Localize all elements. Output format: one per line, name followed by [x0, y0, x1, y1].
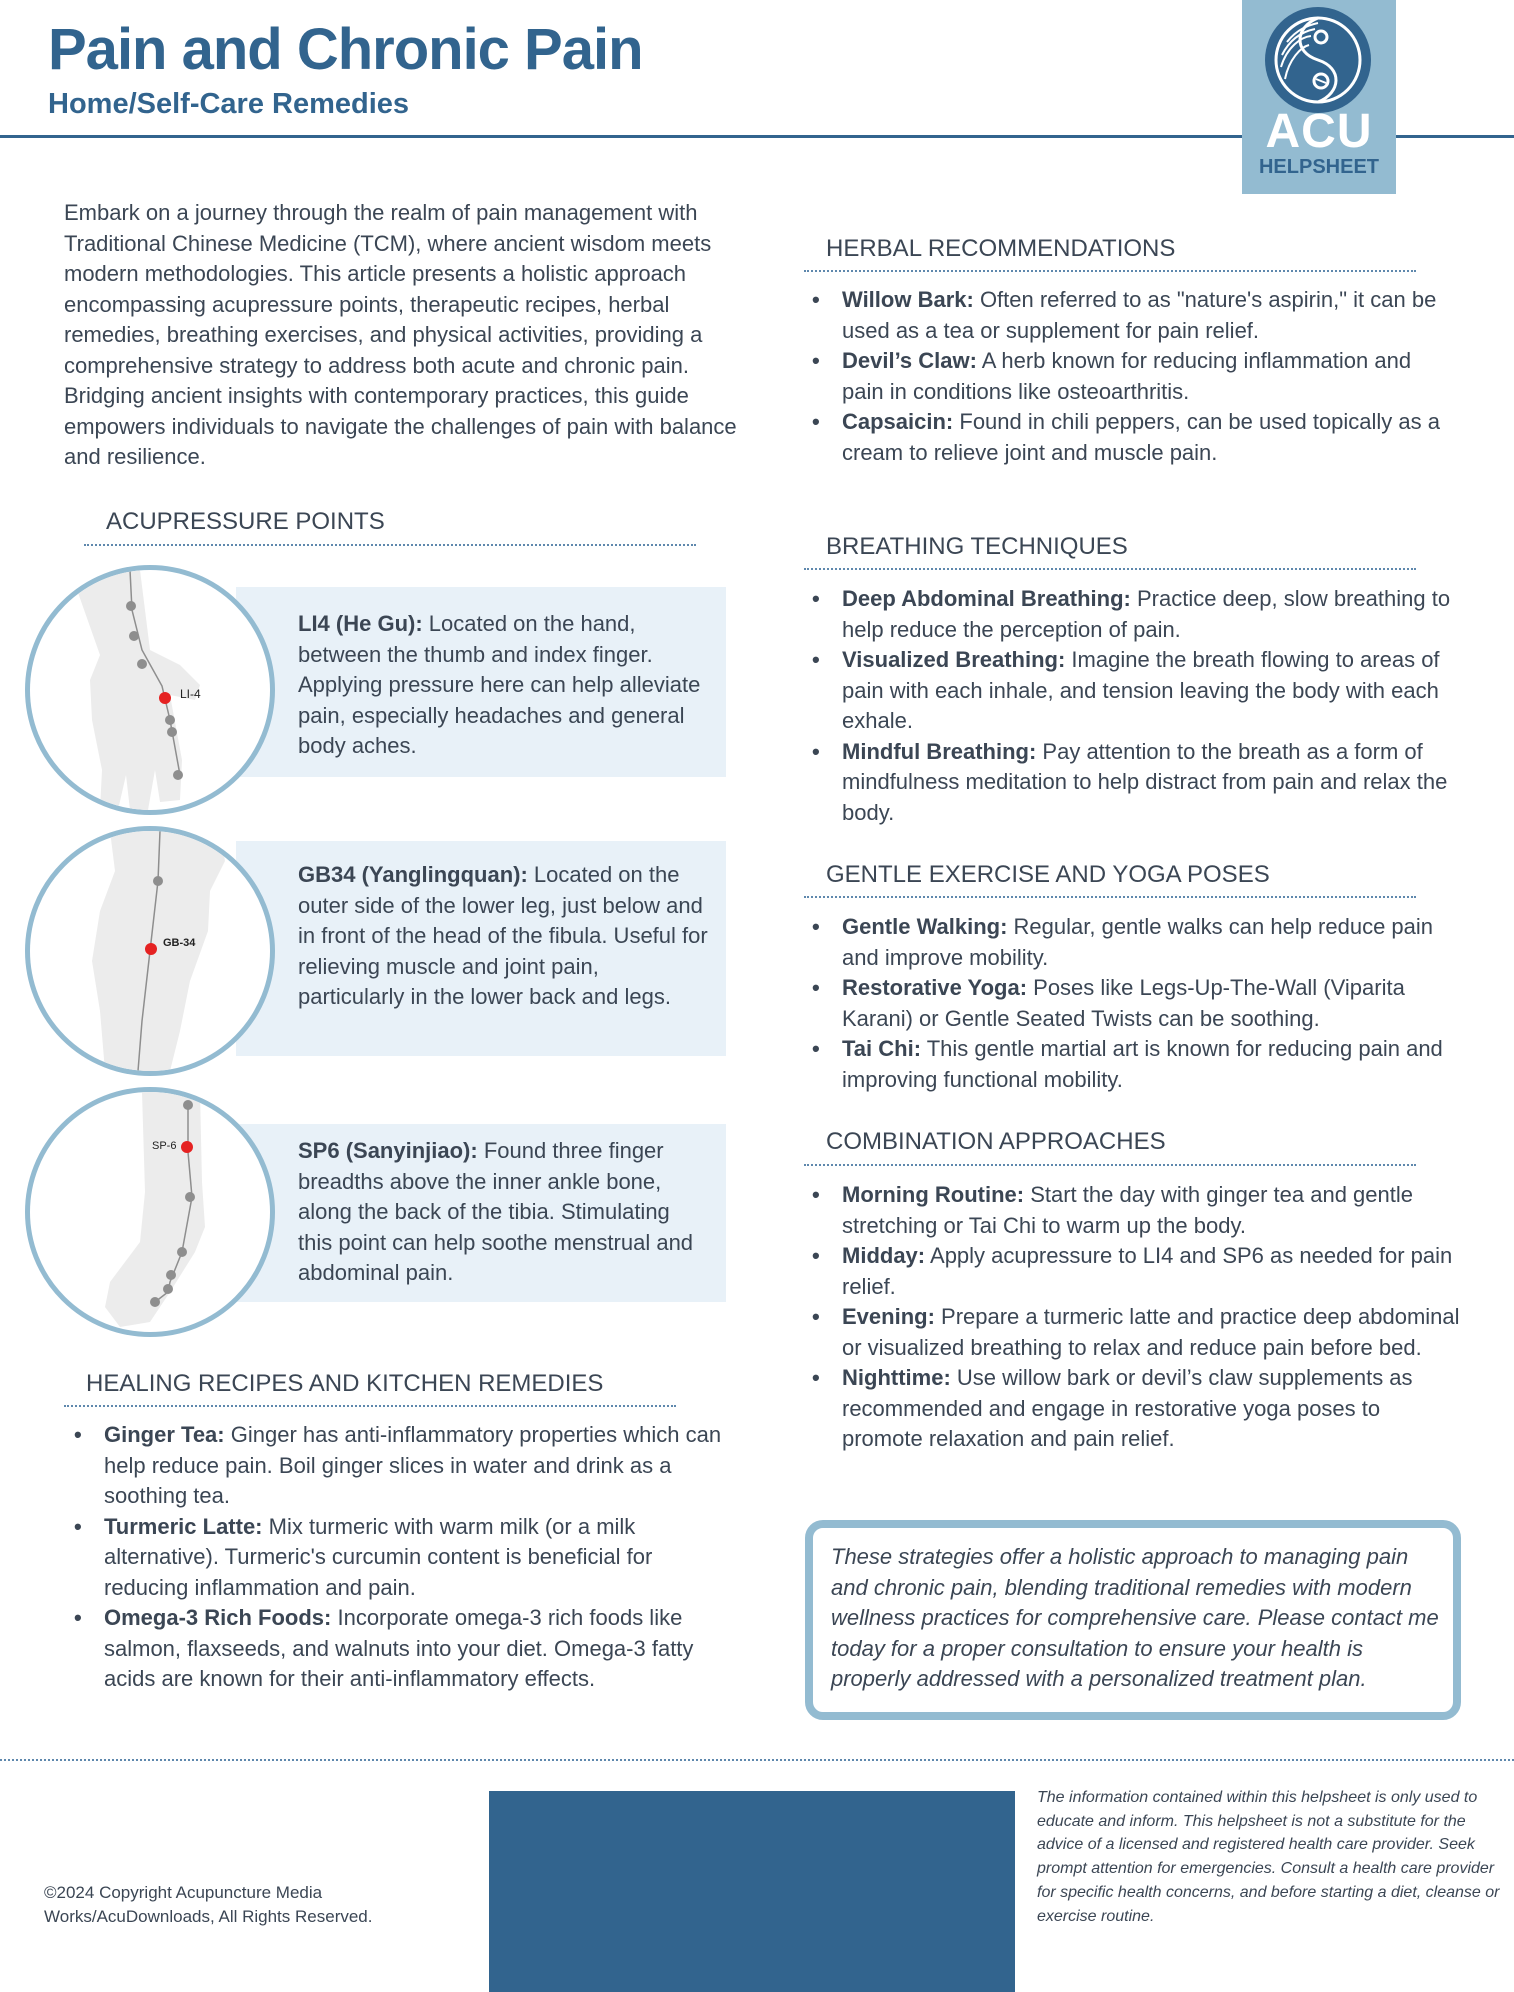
list-item: [812, 1034, 1462, 1095]
item-text: Mix turmeric with warm milk (or a milk alternative). Turmeric's curcumin content is beneficial for reducing inflammation and pain.: [104, 1513, 653, 1600]
item-name: Ginger Tea:: [104, 1422, 225, 1447]
item-text: Practice deep, slow breathing to help reduce the perception of pain.: [842, 586, 1451, 642]
item-name: Turmeric Latte:: [104, 1513, 263, 1539]
acupoint-name: GB34 (Yanglingquan):: [298, 862, 528, 887]
section-heading-combination: COMBINATION APPROACHES: [826, 1128, 1166, 1155]
item-name: Deep Abdominal Breathing:: [842, 586, 1131, 611]
item-text: Apply acupressure to LI4 and SP6 as needed for pain relief.: [842, 1243, 1453, 1299]
acu-helpsheet-logo: [1242, 0, 1396, 194]
item-name: Willow Bark:: [842, 287, 974, 312]
list-item: [812, 1180, 1462, 1241]
item-text: Use willow bark or devil’s claw supplements as recommended and engage in restorative yoga poses to promote relaxation and pain relief.: [842, 1365, 1413, 1451]
item-text: Poses like Legs-Up-The-Wall (Viparita Karani) or Gentle Seated Twists can be soothing.: [842, 975, 1405, 1031]
gb34-point-marker: [145, 943, 157, 955]
acupoint-description: [298, 609, 708, 762]
item-text: This gentle martial art is known for reducing pain and improving functional mobility.: [842, 1036, 1443, 1092]
item-text: Regular, gentle walks can help reduce pain and improve mobility.: [842, 914, 1434, 970]
acupoint-label: SP-6: [152, 1140, 177, 1152]
item-name: Capsaicin:: [842, 409, 954, 434]
list-item: [812, 1363, 1462, 1455]
list-item: [74, 1603, 734, 1695]
list-item: [812, 1241, 1462, 1302]
herbal-list: [812, 285, 1452, 468]
item-name: Devil’s Claw:: [842, 348, 977, 373]
section-heading-recipes: HEALING RECIPES AND KITCHEN REMEDIES: [86, 1370, 604, 1397]
item-name: Visualized Breathing:: [842, 647, 1066, 672]
closing-callout: [805, 1520, 1461, 1720]
item-name: Omega-3 Rich Foods:: [104, 1605, 332, 1630]
item-name: Morning Routine:: [842, 1182, 1025, 1207]
list-item: [74, 1512, 734, 1604]
acupoint-illustration-foot: [25, 1087, 275, 1337]
item-name: Tai Chi:: [842, 1036, 922, 1061]
section-divider: [804, 896, 1416, 898]
page-subtitle: Home/Self-Care Remedies: [48, 88, 410, 120]
section-heading-breathing: BREATHING TECHNIQUES: [826, 533, 1128, 560]
list-item: [812, 285, 1452, 346]
acupoint-illustration-leg: [25, 826, 275, 1076]
section-divider: [64, 1405, 676, 1407]
disclaimer-text: The information contained within this helpsheet is only used to educate and inform. This helpsheet is not a substitute for the advice of a licensed and registered health care provider. Seek prompt attention for emergencies. Consult a health care provider for specific health concerns, and before starting a diet, cleanse or exercise routine.: [1037, 1789, 1500, 1925]
item-text: Pay attention to the breath as a form of mindfulness meditation to help distract from pain and relax the body.: [842, 738, 1448, 825]
item-text: Imagine the breath flowing to areas of pain with each inhale, and tension leaving the body with each exhale.: [842, 647, 1440, 733]
item-text: Ginger has anti-inflammatory properties which can help reduce pain. Boil ginger slices in water and drink as a soothing tea.: [104, 1422, 722, 1508]
footer-color-block: [489, 1791, 1015, 1992]
logo-subtext: HELPSHEET: [1258, 156, 1380, 178]
recipes-list: [74, 1420, 734, 1695]
acupoint-text: Located on the hand, between the thumb and index finger. Applying pressure here can help alleviate pain, especially headaches and general body aches.: [298, 611, 701, 758]
item-name: Mindful Breathing:: [842, 738, 1037, 764]
item-name: Gentle Walking:: [842, 914, 1008, 939]
yin-yang-icon: [1265, 7, 1371, 113]
item-name: Restorative Yoga:: [842, 975, 1028, 1000]
list-item: [812, 407, 1452, 468]
acupoint-text: Located on the outer side of the lower leg, just below and in front of the head of the fibula. Useful for relieving muscle and joint pain, particularly in the lower back and legs.: [298, 862, 708, 1009]
item-name: Nighttime:: [842, 1365, 951, 1390]
list-item: [812, 346, 1452, 407]
intro-paragraph: Embark on a journey through the realm of pain management with Traditional Chinese Medicine (TCM), where ancient wisdom meets modern methodologies. This article presents a holistic approach encompassing acupressure points, therapeutic recipes, herbal remedies, breathing exercises, and physical activities, providing a comprehensive strategy to address both acute and chronic pain. Bridging ancient insights with contemporary practices, this guide empowers individuals to navigate the challenges of pain with balance and resilience.: [64, 200, 737, 469]
closing-text: These strategies offer a holistic approach to managing pain and chronic pain, blending traditional remedies with modern wellness practices for comprehensive care. Please contact me today for a proper consultation to ensure your health is properly addressed with a personalized treatment plan.: [831, 1544, 1439, 1691]
sp6-point-marker: [181, 1141, 193, 1153]
section-divider: [804, 1164, 1416, 1166]
page-title: Pain and Chronic Pain: [48, 17, 643, 82]
acupoint-label: LI-4: [180, 687, 201, 701]
section-heading-herbal: HERBAL RECOMMENDATIONS: [826, 235, 1176, 262]
breathing-list: [812, 584, 1452, 828]
acupoint-name: SP6 (Sanyinjiao):: [298, 1138, 478, 1163]
list-item: [74, 1420, 734, 1512]
acupoint-label: GB-34: [163, 937, 196, 949]
copyright-text: ©2024 Copyright Acupuncture Media Works/AcuDownloads, All Rights Reserved.: [44, 1883, 373, 1926]
li4-point-marker: [159, 692, 171, 704]
item-name: Evening:: [842, 1304, 935, 1329]
section-divider: [84, 544, 696, 546]
section-divider: [804, 270, 1416, 272]
section-heading-exercise: GENTLE EXERCISE AND YOGA POSES: [826, 861, 1270, 888]
acupoint-description: [298, 860, 708, 1013]
acupoint-illustration-hand: [25, 565, 275, 815]
acupoint-description: [298, 1136, 708, 1289]
item-text: Prepare a turmeric latte and practice deep abdominal or visualized breathing to relax and reduce pain before bed.: [842, 1304, 1460, 1360]
acupoint-text: Found three finger breadths above the inner ankle bone, along the back of the tibia. Stimulating this point can help soothe menstrual and abdominal pain.: [298, 1138, 694, 1285]
list-item: [812, 973, 1462, 1034]
list-item: [812, 645, 1452, 737]
section-heading-acupressure: ACUPRESSURE POINTS: [106, 508, 385, 535]
section-divider: [804, 568, 1416, 570]
item-text: A herb known for reducing inflammation and pain in conditions like osteoarthritis.: [842, 348, 1412, 404]
item-text: Found in chili peppers, can be used topically as a cream to relieve joint and muscle pain.: [842, 409, 1441, 465]
acupoint-name: LI4 (He Gu):: [298, 611, 423, 636]
item-text: Start the day with ginger tea and gentle stretching or Tai Chi to warm up the body.: [842, 1182, 1413, 1238]
footer-divider: [0, 1759, 1514, 1761]
item-name: Midday:: [842, 1243, 926, 1268]
list-item: [812, 912, 1462, 973]
list-item: [812, 584, 1452, 645]
combination-list: [812, 1180, 1462, 1455]
item-text: Incorporate omega-3 rich foods like salmon, flaxseeds, and walnuts into your diet. Omega-3 fatty acids are known for their anti-inflammatory effects.: [104, 1605, 694, 1691]
logo-text: ACU: [1265, 105, 1373, 158]
list-item: [812, 1302, 1462, 1363]
list-item: [812, 737, 1452, 829]
item-text: Often referred to as "nature's aspirin," it can be used as a tea or supplement for pain relief.: [842, 287, 1437, 343]
exercise-list: [812, 912, 1462, 1095]
